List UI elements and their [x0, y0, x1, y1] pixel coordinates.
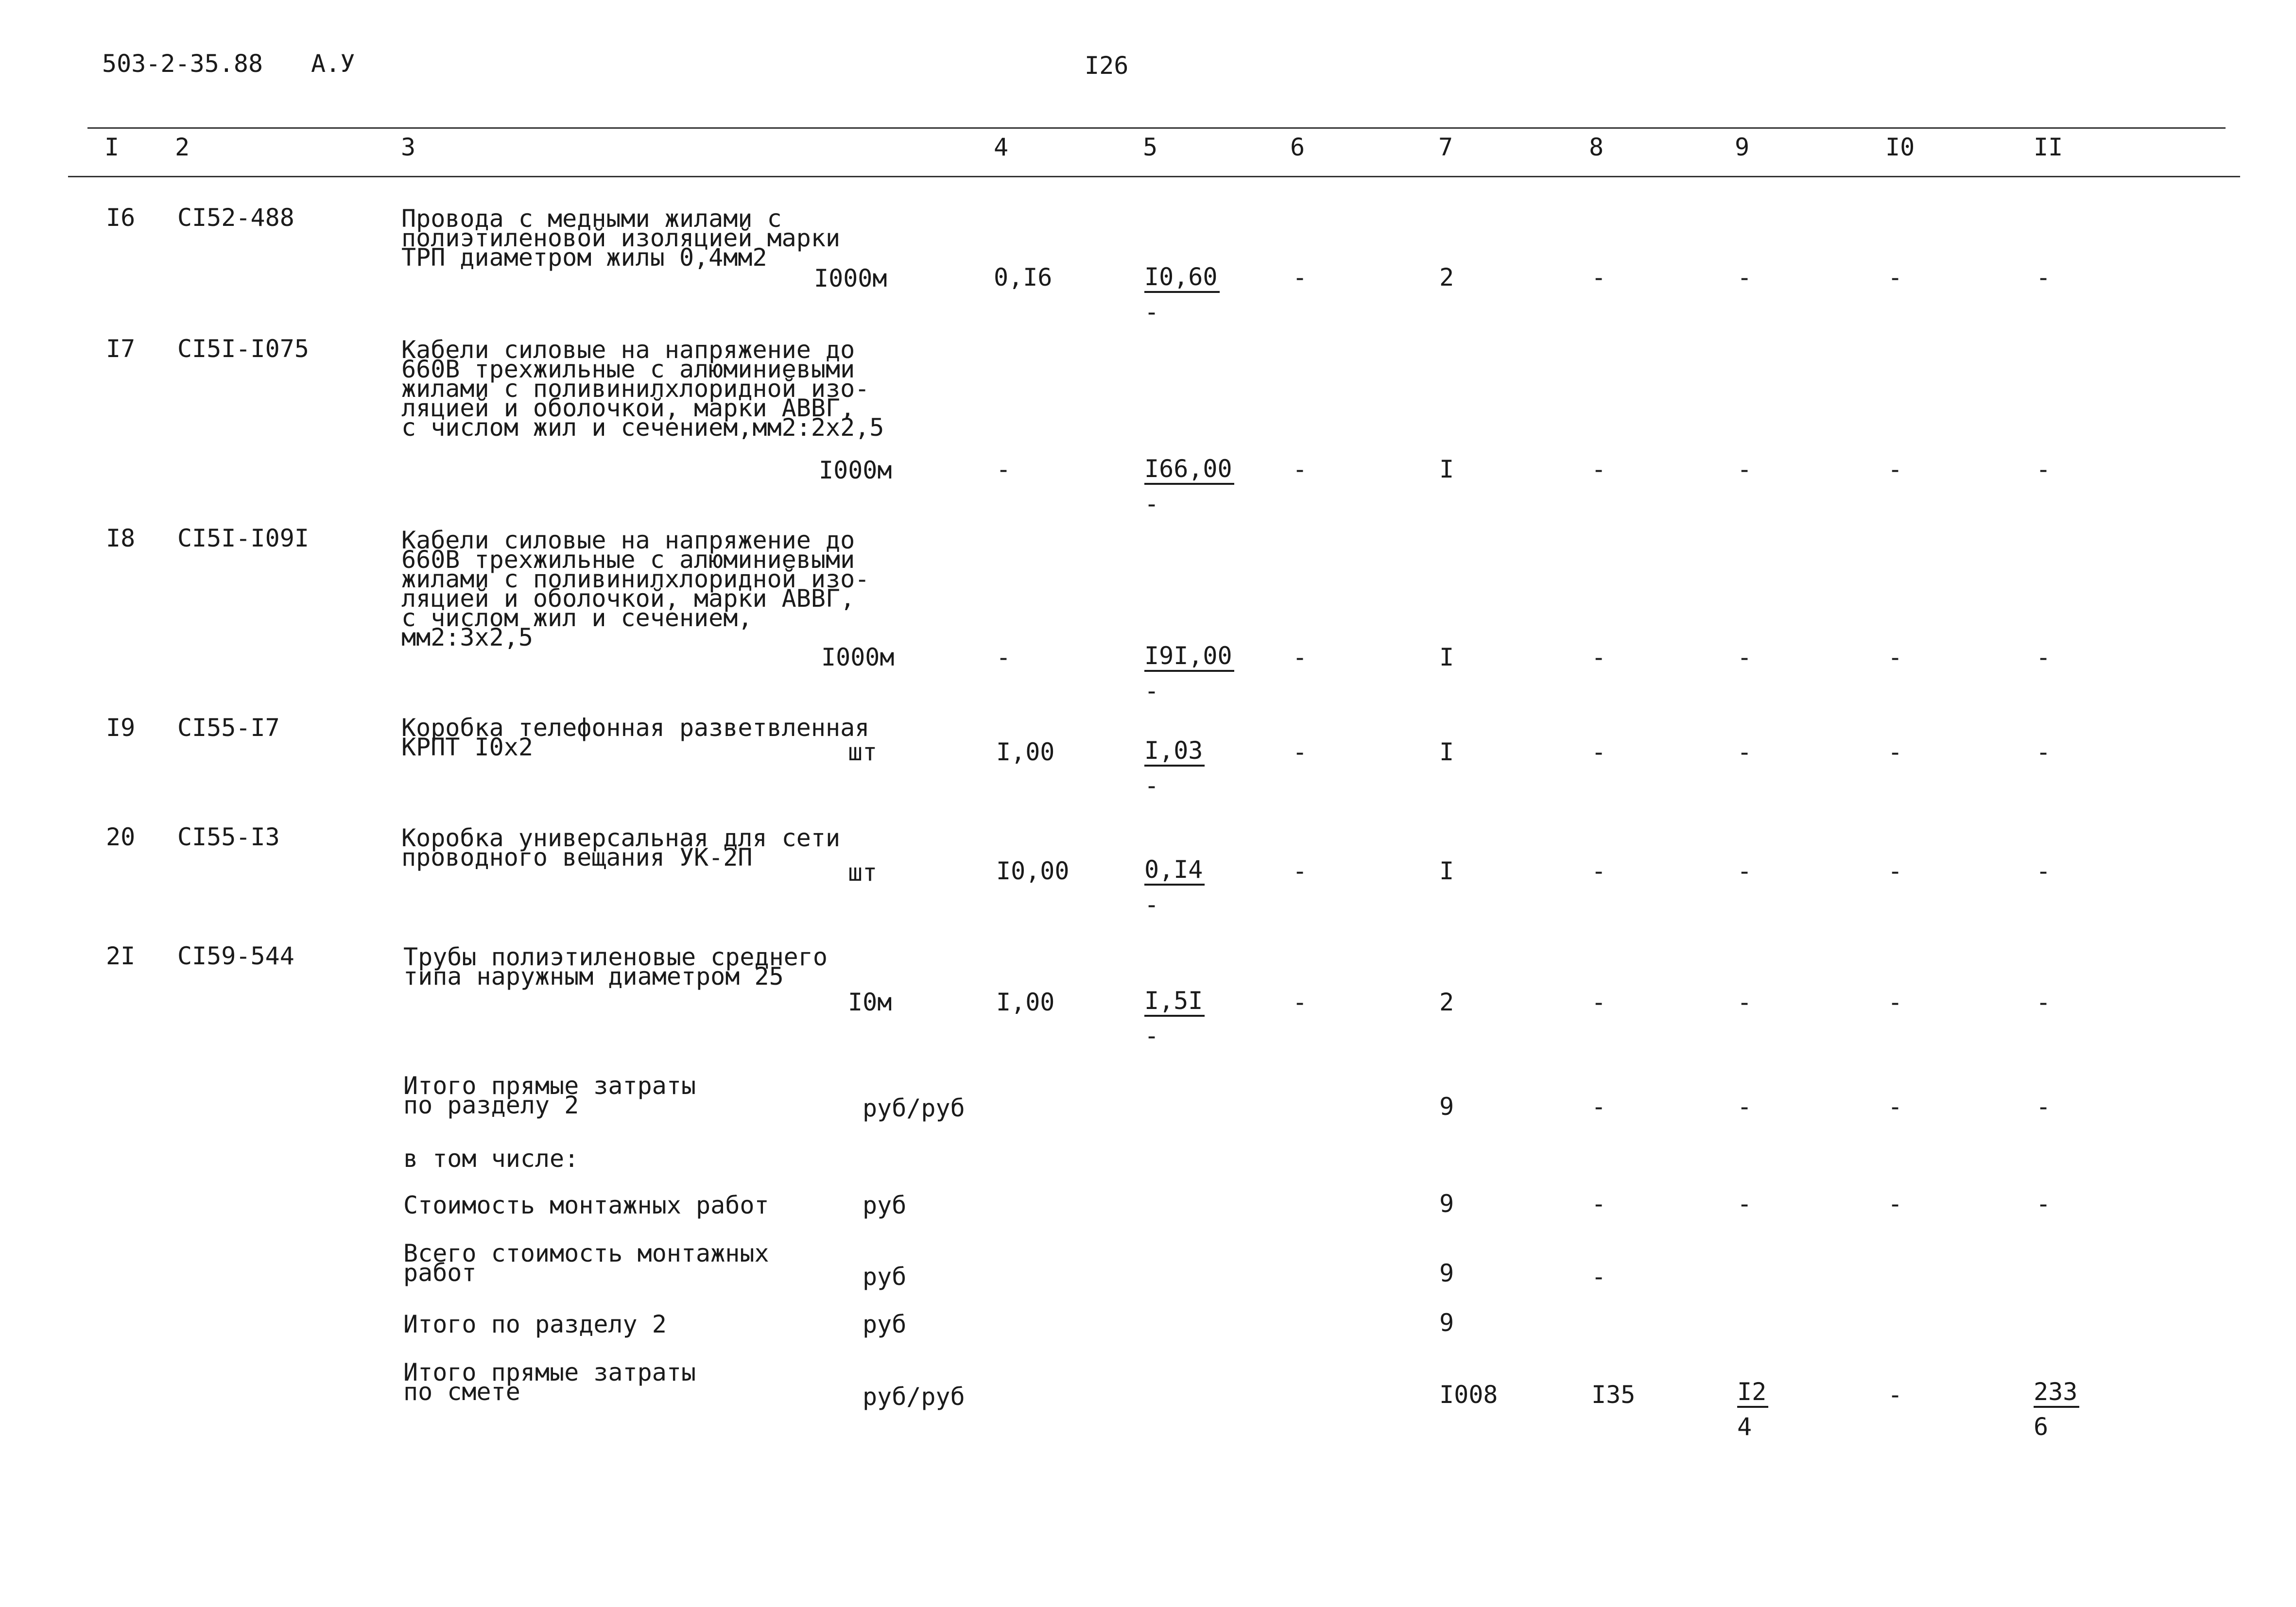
row-number: I6 [106, 204, 136, 232]
cell-col11: - [2036, 643, 2051, 671]
cell-col11: - [2036, 988, 2051, 1016]
totals-col11-fraction [2034, 1380, 2079, 1439]
cell-col8: - [1591, 738, 1606, 766]
unit-cost-total: I9I,00 [1144, 644, 1234, 672]
item-unit: I000м [821, 643, 895, 671]
item-quantity: - [996, 643, 1011, 671]
totals-col8: I35 [1591, 1381, 1636, 1409]
totals-col9: - [1737, 1093, 1752, 1121]
cell-col9: - [1737, 988, 1752, 1016]
item-unit: шт [848, 738, 878, 766]
unit-cost-fraction [1144, 265, 1220, 324]
row-number: I8 [106, 524, 136, 552]
cell-col11: - [2036, 738, 2051, 766]
column-header-2: 2 [175, 133, 190, 161]
item-description: Коробка универсальная для сети проводного вещания УК-2П [401, 824, 841, 872]
cell-col10: - [1888, 738, 1903, 766]
totals-col10: - [1888, 1381, 1903, 1409]
column-header-10: I0 [1885, 133, 1915, 161]
column-header-7: 7 [1438, 133, 1453, 161]
row-number: 2I [106, 942, 136, 970]
column-header-9: 9 [1735, 133, 1750, 161]
item-unit: I000м [819, 456, 892, 484]
totals-col8: - [1591, 1093, 1606, 1121]
rate-code: CI5I-I09I [177, 524, 309, 552]
cell-col10: - [1888, 857, 1903, 885]
cell-col6: - [1293, 988, 1308, 1016]
totals-col9-top: I2 [1737, 1380, 1768, 1408]
totals-unit: руб/руб [863, 1094, 965, 1122]
header-top-rule [87, 127, 2226, 129]
document-code: 503-2-35.88 [102, 50, 263, 78]
section-code: А.У [311, 50, 355, 78]
cell-col6: - [1293, 263, 1308, 291]
cell-col7: I [1439, 455, 1454, 483]
totals-col11-bottom: 6 [2034, 1413, 2049, 1441]
totals-col7: 9 [1439, 1309, 1454, 1337]
cell-col6: - [1293, 857, 1308, 885]
totals-col8: - [1591, 1190, 1606, 1218]
item-quantity: 0,I6 [994, 263, 1053, 291]
row-number: I9 [106, 714, 136, 742]
cell-col8: - [1591, 857, 1606, 885]
page-number: I26 [1085, 51, 1129, 80]
unit-cost-wages: - [1144, 1022, 1159, 1050]
unit-cost-fraction [1144, 644, 1234, 703]
cell-col10: - [1888, 988, 1903, 1016]
column-header-11: II [2034, 133, 2063, 161]
rate-code: CI59-544 [177, 942, 294, 970]
item-description: Трубы полиэтиленовые среднего типа наружным диаметром 25 [403, 943, 828, 991]
totals-col7: I008 [1439, 1381, 1498, 1409]
header-bottom-rule [68, 176, 2240, 177]
cell-col10: - [1888, 263, 1903, 291]
item-quantity: - [996, 455, 1011, 483]
unit-cost-wages: - [1144, 677, 1159, 705]
item-description: Кабели силовые на напряжение до 660В трехжильные с алюминиевыми жилами с поливинилхлоридной изо- ляцией и оболочкой, марки АВВГ, с числом жил и сечением, мм2:3х2,5 [401, 526, 870, 651]
totals-col11: - [2036, 1190, 2051, 1218]
rate-code: CI55-I3 [177, 823, 280, 851]
rate-code: CI52-488 [177, 204, 294, 232]
unit-cost-total: 0,I4 [1144, 857, 1205, 886]
unit-cost-wages: - [1144, 298, 1159, 326]
column-header-4: 4 [994, 133, 1009, 161]
unit-cost-wages: - [1144, 890, 1159, 919]
cell-col7: I [1439, 738, 1454, 766]
column-header-1: I [104, 133, 120, 161]
cell-col10: - [1888, 643, 1903, 671]
item-quantity: I,00 [996, 988, 1055, 1016]
totals-col8: - [1591, 1263, 1606, 1291]
totals-col9-bottom: 4 [1737, 1413, 1752, 1441]
totals-unit: руб [863, 1191, 907, 1219]
totals-label: Стоимость монтажных работ [403, 1191, 769, 1219]
totals-col11-top: 233 [2034, 1380, 2079, 1408]
item-description: Провода с медными жилами с полиэтиленовой изоляцией марки ТРП диаметром жилы 0,4мм2 [401, 205, 841, 272]
cell-col9: - [1737, 455, 1752, 483]
totals-label: Всего стоимость монтажных работ [403, 1239, 769, 1287]
item-quantity: I0,00 [996, 857, 1070, 885]
item-description: Кабели силовые на напряжение до 660В трехжильные с алюминиевыми жилами с поливинилхлоридной изо- ляцией и оболочкой, марки АВВГ, с числом жил и сечением,мм2:2x2,5 [401, 336, 884, 442]
cell-col6: - [1293, 455, 1308, 483]
row-number: 20 [106, 823, 136, 851]
cell-col10: - [1888, 455, 1903, 483]
totals-label: Итого прямые затраты по смете [403, 1358, 696, 1406]
totals-col7: 9 [1439, 1093, 1454, 1121]
cell-col8: - [1591, 643, 1606, 671]
cell-col11: - [2036, 263, 2051, 291]
cell-col8: - [1591, 263, 1606, 291]
unit-cost-total: I66,00 [1144, 457, 1234, 485]
cell-col6: - [1293, 738, 1308, 766]
cell-col9: - [1737, 857, 1752, 885]
column-header-6: 6 [1290, 133, 1305, 161]
totals-unit: руб/руб [863, 1383, 965, 1411]
totals-col7: 9 [1439, 1259, 1454, 1287]
totals-label: Итого прямые затраты по разделу 2 [403, 1072, 696, 1119]
cell-col7: I [1439, 643, 1454, 671]
column-header-3: 3 [401, 133, 416, 161]
unit-cost-fraction [1144, 857, 1205, 917]
totals-unit: руб [863, 1263, 907, 1291]
cell-col7: 2 [1439, 988, 1454, 1016]
totals-col7: 9 [1439, 1190, 1454, 1218]
column-header-5: 5 [1143, 133, 1158, 161]
unit-cost-total: I0,60 [1144, 265, 1220, 293]
cell-col7: I [1439, 857, 1454, 885]
unit-cost-fraction [1144, 989, 1205, 1048]
item-description: Коробка телефонная разветвленная КРПТ I0x2 [401, 714, 870, 761]
totals-col10: - [1888, 1093, 1903, 1121]
rate-code: CI55-I7 [177, 714, 280, 742]
totals-col9: - [1737, 1190, 1752, 1218]
unit-cost-wages: - [1144, 490, 1159, 518]
unit-cost-total: I,5I [1144, 989, 1205, 1017]
item-quantity: I,00 [996, 738, 1055, 766]
item-unit: I000м [814, 264, 887, 292]
cell-col9: - [1737, 738, 1752, 766]
cell-col7: 2 [1439, 263, 1454, 291]
unit-cost-wages: - [1144, 771, 1159, 800]
totals-col10: - [1888, 1190, 1903, 1218]
cell-col9: - [1737, 263, 1752, 291]
including-label: в том числе: [403, 1145, 579, 1173]
cell-col11: - [2036, 857, 2051, 885]
column-header-8: 8 [1589, 133, 1604, 161]
item-unit: шт [848, 858, 878, 887]
unit-cost-fraction [1144, 738, 1205, 798]
cell-col8: - [1591, 455, 1606, 483]
cell-col6: - [1293, 643, 1308, 671]
rate-code: CI5I-I075 [177, 335, 309, 363]
item-unit: I0м [848, 988, 892, 1016]
cell-col9: - [1737, 643, 1752, 671]
totals-col9-fraction [1737, 1380, 1768, 1439]
unit-cost-fraction [1144, 457, 1234, 516]
cell-col11: - [2036, 455, 2051, 483]
row-number: I7 [106, 335, 136, 363]
totals-col11: - [2036, 1093, 2051, 1121]
unit-cost-total: I,03 [1144, 738, 1205, 767]
totals-unit: руб [863, 1310, 907, 1338]
totals-label: Итого по разделу 2 [403, 1310, 667, 1338]
cell-col8: - [1591, 988, 1606, 1016]
